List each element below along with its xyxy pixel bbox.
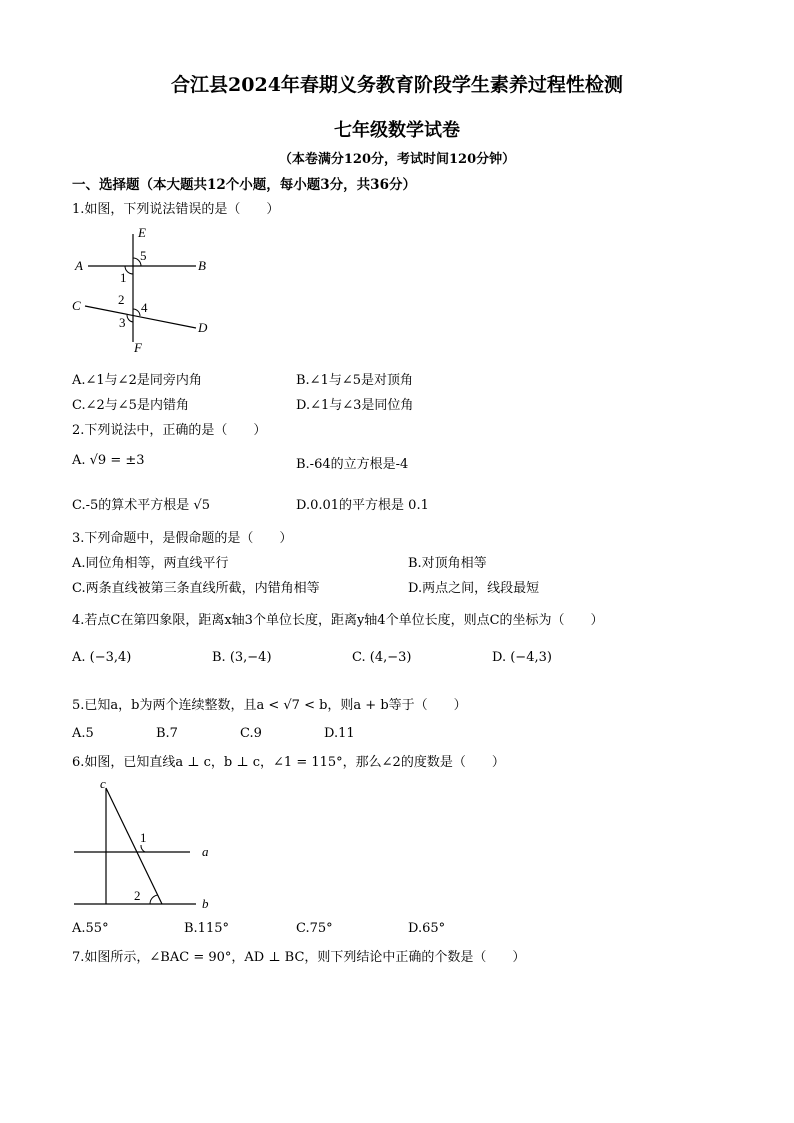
exam-note: （本卷满分120分，考试时间120分钟） [278,152,516,167]
question-2-stem: 2.下列说法中，正确的是（ ） [72,423,267,438]
question-6-figure [70,776,220,916]
q5-option-b: B.7 [156,726,178,741]
question-7-stem: 7.如图所示，∠BAC = 90°，AD ⊥ BC，则下列结论中正确的个数是（ ） [72,950,526,965]
label-D: D [198,320,208,335]
section-heading: 一、选择题（本大题共12个小题，每小题3分，共36分） [72,177,416,193]
q6-option-a: A.55° [72,921,109,936]
label-1: 1 [120,270,127,285]
angle-3-arc [127,315,133,322]
label-4: 4 [141,300,148,315]
q5-option-d: D.11 [324,726,355,741]
q3-option-d: D.两点之间，线段最短 [408,581,540,596]
transversal-line [106,788,162,904]
q2-option-b: B.-64的立方根是-4 [296,457,409,472]
label-E: E [138,225,146,240]
question-3-stem: 3.下列命题中，是假命题的是（ ） [72,531,293,546]
q2-option-a: A. √9 = ±3 [72,453,145,468]
q6-option-d: D.65° [408,921,446,936]
q1-option-a: A.∠1与∠2是同旁内角 [72,373,202,388]
label-2: 2 [134,888,141,903]
label-C: C [72,298,81,313]
question-4-stem: 4.若点C在第四象限，距离x轴3个单位长度，距离y轴4个单位长度，则点C的坐标为（ ） [72,613,604,628]
q4-option-a: A. (−3,4) [72,650,132,665]
angle-4-arc [133,309,140,316]
q6-option-c: C.75° [296,921,333,936]
q5-option-a: A.5 [72,726,94,741]
q1-option-d: D.∠1与∠3是同位角 [296,398,414,413]
label-F: F [134,340,142,355]
exam-subtitle: 七年级数学试卷 [334,120,460,141]
label-c: c [100,776,106,791]
q1-option-b: B.∠1与∠5是对顶角 [296,373,414,388]
q2-option-c: C.-5的算术平方根是 √5 [72,498,210,513]
q3-option-a: A.同位角相等，两直线平行 [72,556,229,571]
label-2: 2 [118,292,125,307]
label-a: a [202,844,209,859]
q2-option-d: D.0.01的平方根是 0.1 [296,498,429,513]
q4-option-d: D. (−4,3) [492,650,552,665]
q1-option-c: C.∠2与∠5是内错角 [72,398,189,413]
q3-option-c: C.两条直线被第三条直线所截，内错角相等 [72,581,320,596]
question-6-stem: 6.如图，已知直线a ⊥ c，b ⊥ c，∠1 = 115°，那么∠2的度数是（ ） [72,755,505,770]
label-b: b [202,896,209,911]
label-1: 1 [140,830,147,845]
question-1-stem: 1.如图，下列说法错误的是（ ） [72,202,280,217]
label-5: 5 [140,248,147,263]
angle-2-arc [150,895,158,904]
label-B: B [198,258,206,273]
angle-1-arc [141,845,145,852]
q4-option-c: C. (4,−3) [352,650,412,665]
q5-option-c: C.9 [240,726,262,741]
exam-title: 合江县2024年春期义务教育阶段学生素养过程性检测 [171,74,623,96]
question-1-figure [70,222,220,362]
question-5-stem: 5.已知a，b为两个连续整数，且a < √7 < b，则a + b等于（ ） [72,698,467,713]
q4-option-b: B. (3,−4) [212,650,272,665]
label-A: A [75,258,83,273]
label-3: 3 [119,315,126,330]
q3-option-b: B.对顶角相等 [408,556,487,571]
q6-option-b: B.115° [184,921,229,936]
